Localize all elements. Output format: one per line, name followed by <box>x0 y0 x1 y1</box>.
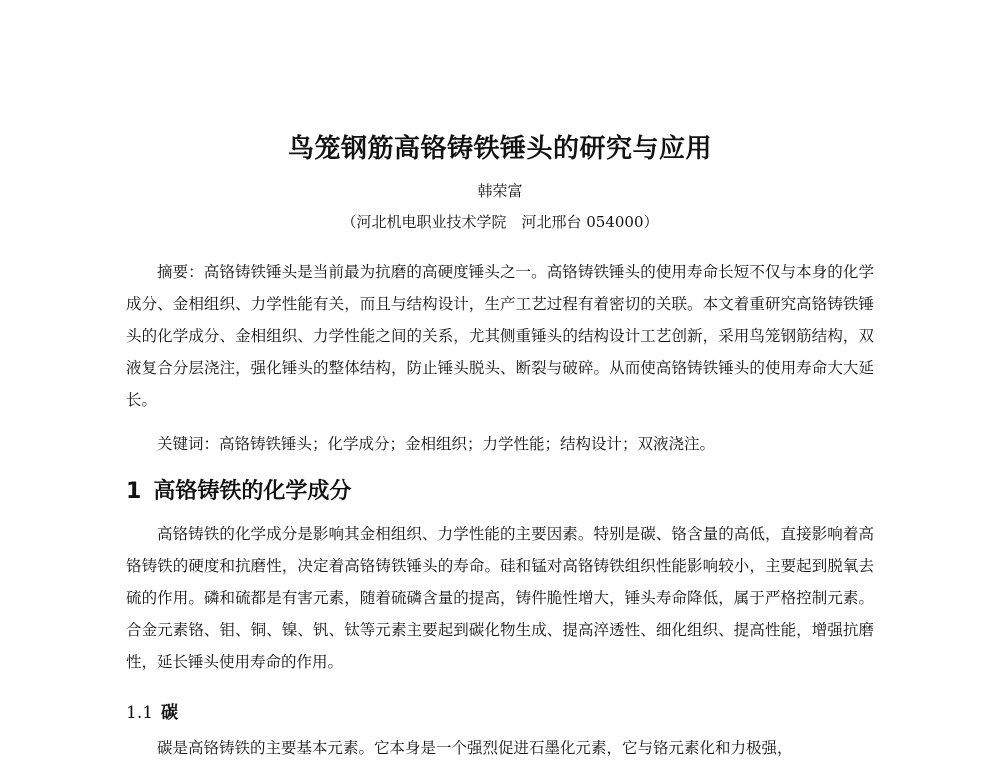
section-1-title: 高铬铸铁的化学成分 <box>153 479 352 504</box>
subsection-1-1-title: 碳 <box>161 703 179 723</box>
abstract-block <box>126 256 874 416</box>
subsection-1-1-paragraph: 碳是高铬铸铁的主要基本元素。它本身是一个强烈促进石墨化元素，它与铬元素化和力极强， <box>157 739 793 757</box>
section-1-body <box>126 518 874 678</box>
abstract-text: 高铬铸铁锤头是当前最为抗磨的高硬度锤头之一。高铬铸铁锤头的使用寿命长短不仅与本身的化学成分、金相组织、力学性能有关，而且与结构设计，生产工艺过程有着密切的关联。本文着重研究高铬铸铁锤头的化学成分、金相组织、力学性能之间的关系，尤其侧重锤头的结构设计工艺创新，采用鸟笼钢筋结构，双液复合分层浇注，强化锤头的整体结构，防止锤头脱头、断裂与破碎。从而使高铬铸铁锤头的使用寿命大大延长。 <box>126 263 874 409</box>
abstract-paragraph <box>126 256 874 416</box>
abstract-label: 摘要： <box>157 263 204 281</box>
subsection-1-1-heading <box>126 698 178 723</box>
section-1-paragraph: 高铬铸铁的化学成分是影响其金相组织、力学性能的主要因素。特别是碳、铬含量的高低，直接影响着高铬铸铁的硬度和抗磨性，决定着高铬铸铁锤头的寿命。硅和锰对高铬铸铁组织性能影响较小，主要起到脱氧去硫的作用。磷和硫都是有害元素，随着硫磷含量的提高，铸件脆性增大，锤头寿命降低，属于严格控制元素。合金元素铬、钼、铜、镍、钒、钛等元素主要起到碳化物生成、提高淬透性、细化组织、提高性能，增强抗磨性，延长锤头使用寿命的作用。 <box>126 525 874 671</box>
paper-author: 韩荣富 <box>477 182 523 200</box>
keywords-text: 高铬铸铁锤头；化学成分；金相组织；力学性能；结构设计；双液浇注。 <box>219 435 716 453</box>
paper-title: 鸟笼钢筋高铬铸铁锤头的研究与应用 <box>287 134 712 164</box>
subsection-1-1-body <box>126 732 874 764</box>
keywords-block <box>126 428 874 460</box>
subsection-1-1-number: 1.1 <box>126 703 154 723</box>
paper-affiliation: （河北机电职业技术学院 河北邢台 054000） <box>341 213 659 231</box>
keywords-label: 关键词： <box>157 435 220 453</box>
keywords-paragraph <box>126 428 874 460</box>
section-1-heading <box>126 474 351 505</box>
section-1-number: 1 <box>126 479 142 504</box>
